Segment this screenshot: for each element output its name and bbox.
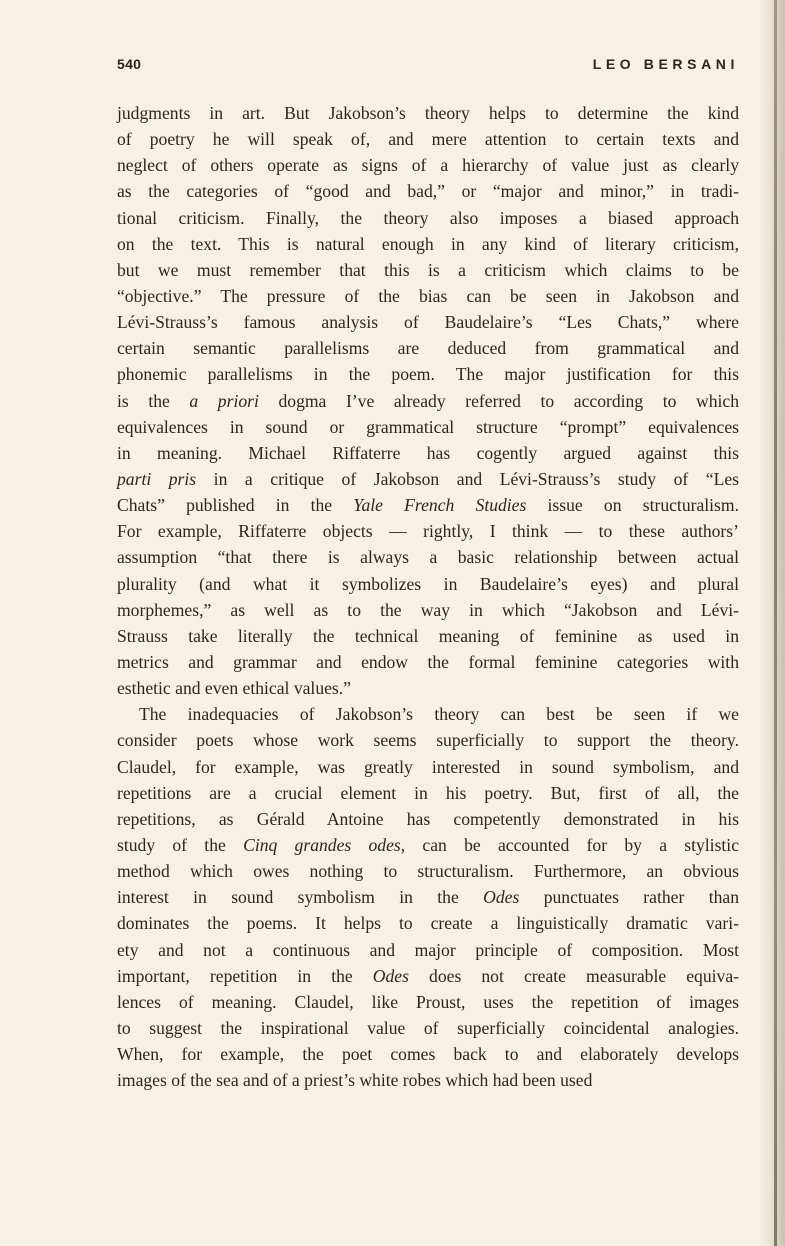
text-line: [117, 989, 739, 1015]
text-run: phonemic parallelisms in the poem. The major justification for this: [117, 364, 739, 385]
text-run: punctuates rather than: [519, 887, 739, 908]
page-number: 540: [117, 56, 142, 72]
text-run: issue on structuralism.: [526, 495, 739, 516]
text-line: [117, 754, 739, 780]
text-run: “objective.” The pressure of the bias can be seen in Jakobson and: [117, 285, 739, 306]
text-line: [117, 388, 739, 414]
text-line: [117, 623, 739, 649]
text-run: assumption “that there is always a basic relationship between actual: [117, 547, 739, 568]
text-line: [117, 205, 739, 231]
text-run: certain semantic parallelisms are deduced from grammatical and: [117, 338, 739, 359]
text-line: [117, 806, 739, 832]
text-run: as the categories of “good and bad,” or “major and minor,” in tradi-: [117, 181, 739, 202]
binding-shadow: [774, 0, 777, 1246]
text-line: [117, 152, 739, 178]
text-run: Chats” published in the: [117, 495, 354, 516]
text-line: [117, 178, 739, 204]
text-run: in a critique of Jakobson and Lévi-Strauss’s study of “Les: [196, 468, 739, 489]
italic-text: Yale French Studies: [353, 495, 527, 516]
text-line: [117, 100, 739, 126]
text-line: [117, 440, 739, 466]
text-run: plurality (and what it symbolizes in Baudelaire’s eyes) and plural: [117, 573, 739, 594]
text-line: [117, 701, 739, 727]
text-line: [117, 675, 739, 701]
text-line: [117, 780, 739, 806]
text-line: [117, 1015, 739, 1041]
text-run: study of the: [117, 834, 244, 855]
text-run: Lévi-Strauss’s famous analysis of Baudelaire’s “Les Chats,” where: [117, 312, 739, 333]
text-run: Strauss take literally the technical meaning of feminine as used in: [117, 625, 739, 646]
text-run: to suggest the inspirational value of superficially coincidental analogies.: [117, 1017, 739, 1038]
text-run: Claudel, for example, was greatly interested in sound symbolism, and: [117, 756, 739, 777]
text-run: repetitions, as Gérald Antoine has competently demonstrated in his: [117, 808, 739, 829]
text-line: [117, 492, 739, 518]
text-run: method which owes nothing to structuralism. Furthermore, an obvious: [117, 861, 739, 882]
text-line: [117, 910, 739, 936]
paragraph: [117, 701, 739, 1093]
text-run: is the: [117, 390, 190, 411]
text-line: [117, 597, 739, 623]
text-line: [117, 1067, 739, 1093]
text-run: interest in sound symbolism in the: [117, 887, 484, 908]
paragraph: [117, 100, 739, 701]
text-run: on the text. This is natural enough in any kind of literary criticism,: [117, 233, 739, 254]
italic-text: Odes: [483, 887, 520, 908]
text-line: [117, 309, 739, 335]
text-line: [117, 884, 739, 910]
text-line: [117, 649, 739, 675]
text-run: but we must remember that this is a criticism which claims to be: [117, 259, 739, 280]
text-line: [117, 231, 739, 257]
running-head: LEO BERSANI: [592, 56, 739, 72]
text-run: repetitions are a crucial element in his poetry. But, first of all, the: [117, 782, 739, 803]
text-line: [117, 283, 739, 309]
text-run: The inadequacies of Jakobson’s theory can best be seen if we: [139, 704, 739, 725]
text-line: [117, 963, 739, 989]
italic-text: Odes: [372, 965, 409, 986]
text-run: consider poets whose work seems superficially to support the theory.: [117, 730, 739, 751]
text-run: equivalences in sound or grammatical structure “prompt” equivalences: [117, 416, 739, 437]
italic-text: parti pris: [117, 468, 197, 489]
text-line: [117, 937, 739, 963]
text-line: [117, 832, 739, 858]
text-line: [117, 257, 739, 283]
text-line: [117, 335, 739, 361]
italic-text: Cinq grandes odes,: [243, 834, 406, 855]
text-line: [117, 858, 739, 884]
text-line: [117, 727, 739, 753]
text-run: dogma I’ve already referred to according to which: [258, 390, 739, 411]
body-text: [117, 100, 739, 1093]
text-run: of poetry he will speak of, and mere attention to certain texts and: [117, 129, 739, 150]
text-run: does not create measurable equiva-: [408, 965, 739, 986]
text-run: images of the sea and of a priest’s white robes which had been used: [117, 1070, 593, 1091]
text-line: [117, 126, 739, 152]
text-line: [117, 544, 739, 570]
text-run: For example, Riffaterre objects — rightly, I think — to these authors’: [117, 521, 739, 542]
text-run: in meaning. Michael Riffaterre has cogently argued against this: [117, 442, 739, 463]
page-header: [117, 56, 739, 80]
text-run: esthetic and even ethical values.”: [117, 678, 351, 699]
page-gutter-edge: [759, 0, 785, 1246]
italic-text: a priori: [189, 390, 259, 411]
text-line: [117, 571, 739, 597]
text-run: neglect of others operate as signs of a hierarchy of value just as clearly: [117, 155, 739, 176]
text-run: ety and not a continuous and major principle of composition. Most: [117, 939, 739, 960]
text-run: morphemes,” as well as to the way in which “Jakobson and Lévi-: [117, 599, 739, 620]
text-run: can be accounted for by a stylistic: [405, 834, 740, 855]
text-run: important, repetition in the: [117, 965, 373, 986]
text-line: [117, 1041, 739, 1067]
text-line: [117, 518, 739, 544]
text-run: lences of meaning. Claudel, like Proust, uses the repetition of images: [117, 991, 739, 1012]
text-run: When, for example, the poet comes back to and elaborately develops: [117, 1044, 739, 1065]
text-line: [117, 414, 739, 440]
text-run: dominates the poems. It helps to create a linguistically dramatic vari-: [117, 913, 739, 934]
text-line: [117, 466, 739, 492]
text-run: judgments in art. But Jakobson’s theory helps to determine the kind: [117, 103, 739, 123]
text-run: metrics and grammar and endow the formal feminine categories with: [117, 651, 739, 672]
text-run: tional criticism. Finally, the theory also imposes a biased approach: [117, 207, 739, 228]
text-line: [117, 361, 739, 387]
